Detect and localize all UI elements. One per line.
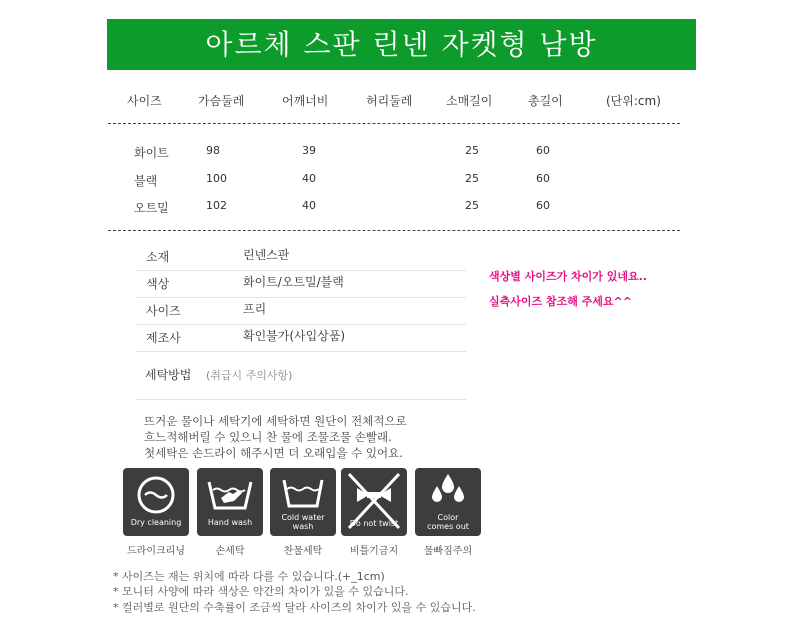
row-color: 화이트 [134, 146, 169, 160]
header-waist: 허리둘레 [366, 94, 413, 108]
icon-label: Dry cleaning [130, 518, 182, 527]
spec-row-color [136, 271, 466, 298]
color-comes-out-icon [415, 468, 481, 536]
size-note-line1: 색상별 사이즈가 차이가 있네요.. [489, 270, 647, 283]
size-note-line2: 실측사이즈 참조해 주세요^^ [489, 295, 632, 308]
washing-title: 세탁방법 [145, 368, 192, 382]
icon-caption: 비틀기금지 [349, 546, 399, 557]
header-unit: (단위:cm) [606, 94, 661, 108]
row-length: 60 [536, 144, 550, 157]
spec-value: 프리 [243, 302, 267, 316]
spec-value: 린넨스판 [243, 248, 290, 262]
footnote-2: * 모니터 사양에 따라 색상은 약간의 차이가 있을 수 있습니다. [113, 585, 409, 598]
spec-label: 사이즈 [146, 304, 181, 318]
spec-value: 화이트/오트밀/블랙 [243, 275, 344, 289]
icon-caption: 손세탁 [215, 546, 245, 557]
header-chest: 가슴둘레 [198, 94, 245, 108]
table-row [0, 144, 800, 162]
row-sleeve: 25 [465, 172, 479, 185]
header-length: 총길이 [528, 94, 563, 108]
product-title-banner [107, 19, 696, 70]
row-sleeve: 25 [465, 144, 479, 157]
hand-wash-icon [197, 468, 263, 536]
icon-caption: 찬물세탁 [283, 546, 323, 557]
footnote-3: * 컬러별로 원단의 수축률이 조금씩 달라 사이즈의 차이가 있을 수 있습니다. [113, 601, 476, 614]
row-shoulder: 40 [302, 172, 316, 185]
spec-row-material [136, 244, 466, 271]
washing-desc-line1: 뜨거운 물이나 세탁기에 세탁하면 원단이 전체적으로 [144, 414, 407, 428]
spec-label: 소재 [146, 250, 170, 264]
washing-desc-line3: 첫세탁은 손드라이 해주시면 더 오래입을 수 있어요. [144, 446, 403, 460]
row-chest: 100 [206, 172, 227, 185]
divider [108, 230, 680, 231]
icon-label: Hand wash [207, 518, 253, 527]
product-title: 아르체 스판 린넨 자켓형 남방 [205, 28, 598, 61]
do-not-twist-icon [341, 468, 407, 536]
row-chest: 102 [206, 199, 227, 212]
washing-desc-line2: 흐느적해버릴 수 있으니 찬 물에 조물조물 손빨래. [144, 430, 392, 444]
row-color: 블랙 [134, 174, 158, 188]
cold-water-wash-icon [270, 468, 336, 536]
icon-label: Color [437, 513, 459, 522]
spec-row-maker [136, 325, 466, 352]
dry-clean-icon [123, 468, 189, 536]
washing-subtitle: (취급시 주의사항) [206, 369, 293, 382]
size-table-header [0, 92, 800, 112]
header-shoulder: 어깨너비 [282, 94, 329, 108]
footnote-1: * 사이즈는 재는 위치에 따라 다를 수 있습니다.(+_1cm) [113, 570, 385, 583]
spec-label: 색상 [146, 277, 170, 291]
divider [108, 123, 680, 124]
header-sleeve: 소매길이 [446, 94, 493, 108]
icon-caption: 물빠짐주의 [423, 546, 473, 557]
icon-label: Do not twist [349, 519, 399, 528]
spec-row-size [136, 298, 466, 325]
header-size: 사이즈 [127, 94, 162, 108]
row-shoulder: 39 [302, 144, 316, 157]
icon-caption: 드라이크리닝 [127, 546, 185, 557]
row-chest: 98 [206, 144, 220, 157]
icon-label: wash [292, 522, 314, 531]
row-color: 오트밀 [134, 201, 169, 215]
icon-label: comes out [427, 522, 469, 531]
table-row [0, 172, 800, 190]
table-row [0, 199, 800, 217]
row-sleeve: 25 [465, 199, 479, 212]
icon-label: Cold water [281, 513, 325, 522]
row-length: 60 [536, 199, 550, 212]
row-shoulder: 40 [302, 199, 316, 212]
spec-label: 제조사 [146, 331, 181, 345]
divider [136, 399, 466, 400]
spec-value: 확인불가(사입상품) [243, 329, 346, 343]
row-length: 60 [536, 172, 550, 185]
